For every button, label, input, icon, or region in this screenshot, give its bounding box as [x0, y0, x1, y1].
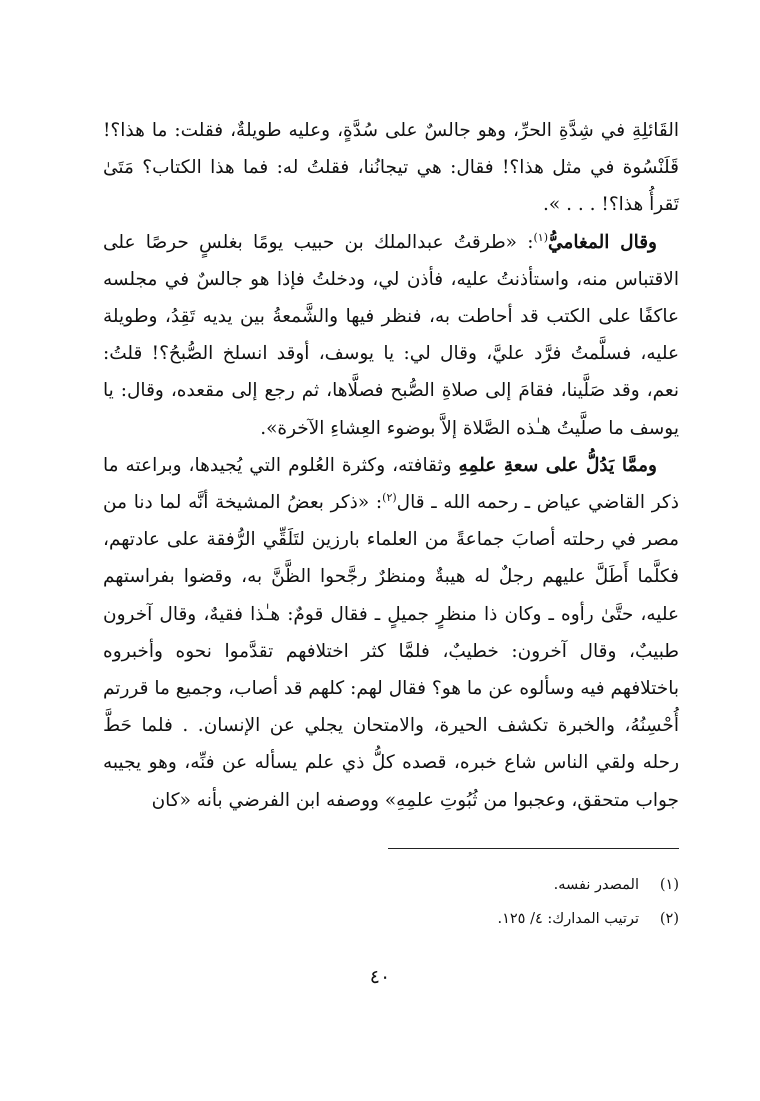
- paragraph-3-rest: : «ذكر بعضُ المشيخة أنَّه لما دنا من مصر في رحلته أصابَ جماعةً من العلماء بارزين لتَلَقِّي الرُّفقة على عادتهم، فكلَّما أَطَلَّ عليهم رجلٌ له هيبةٌ ومنظرٌ رجَّحوا الظَّنَّ به، وقضوا بفراستهم عليه، حتَّىٰ رأوه ـ وكان ذا منظرٍ جميلٍ ـ فقال قومٌ: هـٰذا فقيهٌ، وقال آخرون طبيبٌ، وقال آخرون: خطيبٌ، فلمَّا كثر اختلافهم تقدَّموا نحوه وأخبروه باختلافهم فيه وسألوه عن ما هو؟ فقال لهم: كلهم قد أصاب، وجميع ما قررتم أُحْسِنُهُ، والخبرة تكشف الحيرة، والامتحان يجلي عن الإنسان. . فلما حَطَّ رحله ولقي الناس شاع خبره، قصده كلُّ ذي علم يسأله عن فنِّه، وهو يجيبه جواب متحقق، وعجبوا من ثُبُوتِ علمِهِ» ووصفه ابن الفرضي بأنه «كان: [103, 492, 679, 811]
- footnote-2-number: (٢): [659, 911, 679, 927]
- paragraph-1: [103, 112, 679, 224]
- footnote-1: [103, 868, 679, 902]
- page-number: ٤٠: [369, 966, 391, 988]
- paragraph-3: [103, 447, 679, 819]
- footnote-separator: [388, 848, 679, 849]
- footnote-2-text: ترتيب المدارك: ٤/ ١٢٥.: [497, 911, 639, 927]
- footnote-2: [103, 902, 679, 936]
- footnote-ref-2: (٢): [382, 490, 397, 504]
- paragraph-3-lead: وممَّا يَدُلُّ على سعةِ علمِهِ: [458, 454, 657, 476]
- footnote-1-number: (١): [659, 877, 679, 893]
- footnotes: [103, 868, 679, 936]
- footnote-1-text: المصدر نفسه.: [553, 877, 639, 893]
- paragraph-3-text: وثقافته، وكثرة العُلوم التي يُجيدها، وبراعته ما ذكر القاضي عياض ـ رحمه الله ـ قال: [103, 454, 679, 514]
- paragraph-2-text: : «طرقتُ عبدالملك بن حبيب يومًا بغلسٍ حرصًا على الاقتباس منه، واستأذنتُ عليه، فأذن لي، ودخلتُ فإذا هو جالسٌ في مجلسه عاكفًا على الكتب قد أحاطت به، فنظر فيها والشَّمعةُ بين يديه تَقِدُ، وطويلة عليه، فسلَّمتُ فرَّد عليَّ، وقال لي: يا يوسف، أوقد انسلخ الصُّبحُ؟! قلتُ: نعم، وقد صَلَّينا، فقامَ إلى صلاةِ الصُّبح فصلَّاها، ثم رجع إلى مقعده، وقال: يا يوسف ما صلَّيتُ هـٰذه الصَّلاة إلاَّ بوضوء العِشاءِ الآخرة».: [103, 231, 679, 439]
- paragraph-2-lead: وقال المغاميُّ: [547, 231, 657, 253]
- paragraph-1-text: القَائلِةِ في شِدَّةِ الحرِّ، وهو جالسٌ على سُدَّةٍ، وعليه طويلةٌ، فقلت: ما هذا؟! قَلَنْسُوة في مثل هذا؟! فقال: هي تيجانُنا، فقلتُ له: فما هذا الكتاب؟ مَتَىٰ تَقرأُ هذا؟! . . . ».: [103, 120, 679, 216]
- footnote-ref-1: (١): [533, 230, 548, 244]
- main-text: [103, 112, 679, 819]
- paragraph-2: [103, 224, 679, 447]
